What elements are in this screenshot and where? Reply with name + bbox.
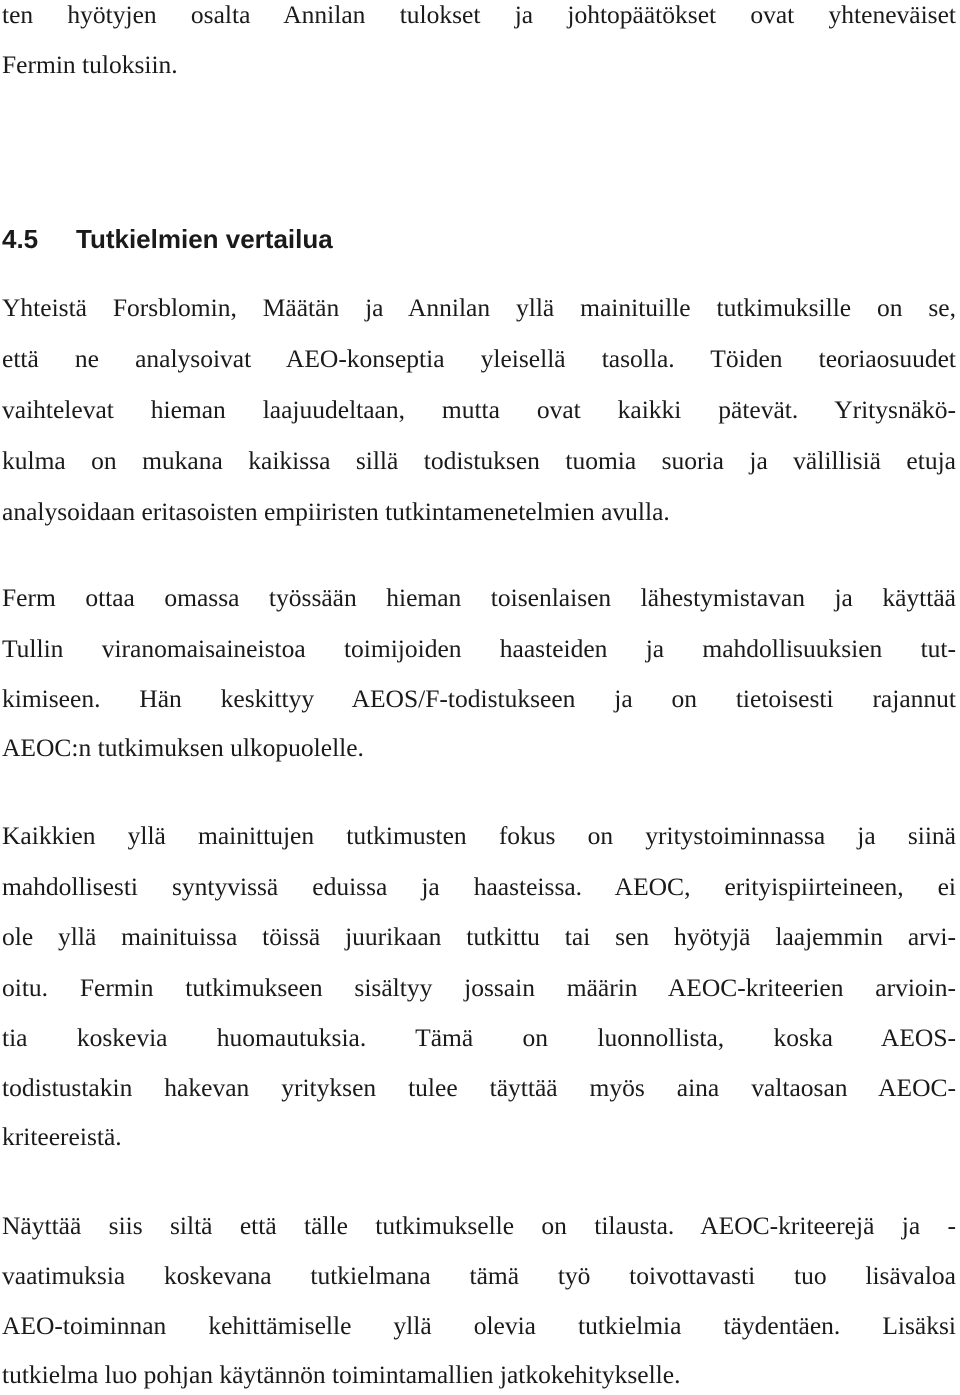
text-line: AEO-toiminnan kehittämiselle yllä olevia tutkielmia täydentäen. Lisäksi: [2, 1311, 956, 1340]
text-line: ten hyötyjen osalta Annilan tulokset ja johtopäätökset ovat yhteneväiset: [2, 0, 956, 29]
text-line: todistustakin hakevan yrityksen tulee täyttää myös aina valtaosan AEOC-: [2, 1073, 956, 1102]
text-line: ole yllä mainituissa töissä juurikaan tutkittu tai sen hyötyjä laajemmin arvi-: [2, 922, 956, 951]
text-line: kriteereistä.: [2, 1122, 122, 1151]
text-line: Ferm ottaa omassa työssään hieman toisenlaisen lähestymistavan ja käyttää: [2, 583, 956, 612]
text-line: tutkielma luo pohjan käytännön toimintamallien jatkokehitykselle.: [2, 1360, 681, 1389]
text-line: oitu. Fermin tutkimukseen sisältyy jossain määrin AEOC-kriteerien arvioin-: [2, 973, 956, 1002]
text-line: Yhteistä Forsblomin, Määtän ja Annilan yllä mainituille tutkimuksille on se,: [2, 293, 956, 322]
text-line: tia koskevia huomautuksia. Tämä on luonnollista, koska AEOS-: [2, 1023, 956, 1052]
text-line: Näyttää siis siltä että tälle tutkimukselle on tilausta. AEOC-kriteerejä ja -: [2, 1211, 956, 1240]
text-line: Kaikkien yllä mainittujen tutkimusten fokus on yritystoiminnassa ja siinä: [2, 821, 956, 850]
text-line: kimiseen. Hän keskittyy AEOS/F-todistukseen ja on tietoisesti rajannut: [2, 684, 956, 713]
text-line: Fermin tuloksiin.: [2, 50, 178, 79]
text-line: kulma on mukana kaikissa sillä todistuksen tuomia suoria ja välillisiä etuja: [2, 446, 956, 475]
text-line: Tullin viranomaisaineistoa toimijoiden haasteiden ja mahdollisuuksien tut-: [2, 634, 956, 663]
section-number: 4.5: [2, 224, 39, 254]
section-heading: [2, 224, 333, 254]
text-line: AEOC:n tutkimuksen ulkopuolelle.: [2, 733, 364, 762]
text-line: vaatimuksia koskevana tutkielmana tämä työ toivottavasti tuo lisävaloa: [2, 1261, 956, 1290]
text-line: mahdollisesti syntyvissä eduissa ja haasteissa. AEOC, erityispiirteineen, ei: [2, 872, 956, 901]
text-line: että ne analysoivat AEO-konseptia yleisellä tasolla. Töiden teoriaosuudet: [2, 344, 956, 373]
text-line: analysoidaan eritasoisten empiiristen tutkintamenetelmien avulla.: [2, 497, 670, 526]
section-title: Tutkielmien vertailua: [76, 224, 333, 254]
text-line: vaihtelevat hieman laajuudeltaan, mutta ovat kaikki pätevät. Yritysnäkö-: [2, 395, 956, 424]
